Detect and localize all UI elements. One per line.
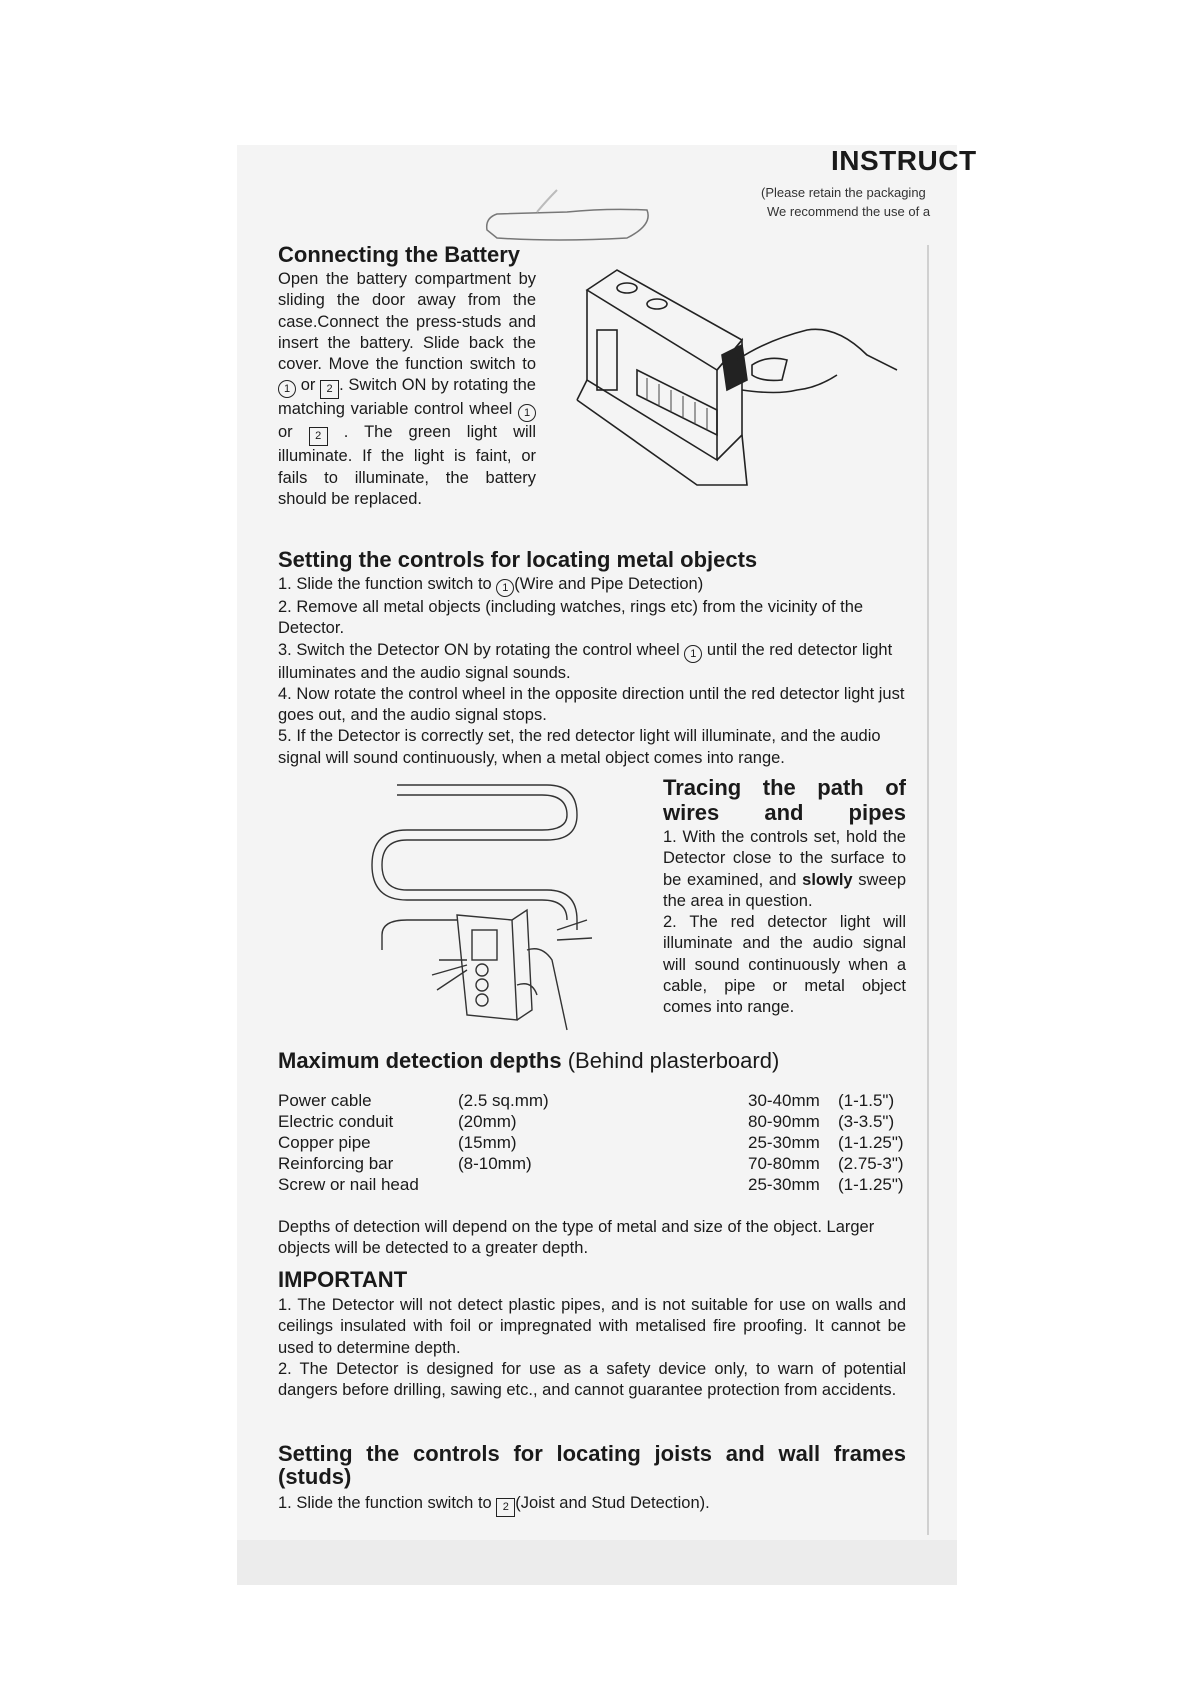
tracing-para-1-text: 1. With the controls set, hold the Detector close to the surface to be examined, and [663, 828, 906, 889]
depths-note: Depths of detection will depend on the type of metal and size of the object. Larger objects will be detected to a greater depth. [278, 1218, 875, 1258]
page-fold-line [927, 245, 929, 1535]
depth-size: (2.5 sq.mm) [458, 1091, 549, 1110]
joists-step-1 [278, 1493, 906, 1517]
important-para-2: 2. The Detector is designed for use as a safety device only, to warn of potential dangers before drilling, sawing etc., and cannot guarantee protection from accidents. [278, 1359, 906, 1400]
tracing-para-1 [663, 827, 906, 912]
battery-text-c: . The green light will illuminate. If the light is faint, or fails to illuminate, the battery should be replaced. [278, 423, 537, 509]
metal-heading: Setting the controls for locating metal objects [278, 547, 758, 572]
metal-step-5: 5. If the Detector is correctly set, the red detector light will illuminate, and the audio signal will sound continuously, when a metal object comes into range. [278, 727, 881, 767]
metal-step-3-text: 3. Switch the Detector ON by rotating the control wheel [278, 640, 680, 659]
metal-step-1-detail: (Wire and Pipe Detection) [514, 575, 704, 593]
metal-step-2: 2. Remove all metal objects (including watches, rings etc) from the vicinity of the Detector. [278, 598, 864, 638]
depth-inch: (2.75-3") [838, 1154, 904, 1173]
header-note [761, 183, 961, 221]
depth-mm: 70-80mm [748, 1154, 820, 1173]
metal-step-3 [278, 640, 906, 684]
battery-heading: Connecting the Battery [278, 242, 521, 267]
depth-inch: (3-3.5") [838, 1112, 895, 1131]
depth-material: Copper pipe [278, 1133, 371, 1152]
important-text [278, 1295, 906, 1401]
joists-heading: Setting the controls for locating joists and wall frames (studs) [278, 1441, 906, 1489]
depth-mm: 80-90mm [748, 1112, 820, 1131]
depths-heading [278, 1048, 779, 1074]
depth-size: (20mm) [458, 1112, 517, 1131]
tracing-para-1-end: sweep the area in question. [663, 870, 906, 910]
header-note-line-2: We recommend the use of a [767, 204, 931, 219]
metal-step-4: 4. Now rotate the control wheel in the opposite direction until the red detector light just goes out, and the audio signal stops. [278, 684, 905, 725]
battery-tab-sketch [477, 180, 657, 240]
depths-table [278, 1090, 908, 1195]
header-note-line-1: (Please retain the packaging [761, 185, 926, 200]
position-1-symbol: 1 [496, 579, 514, 597]
tracing-emphasis: slowly [802, 870, 853, 889]
battery-illustration [567, 260, 907, 500]
depth-row [278, 1111, 908, 1132]
position-1-symbol: 1 [278, 380, 296, 398]
depth-mm: 25-30mm [748, 1175, 820, 1194]
battery-or-1: or [300, 376, 316, 395]
depth-material: Electric conduit [278, 1112, 394, 1131]
depth-material: Screw or nail head [278, 1175, 419, 1194]
depth-inch: (1-1.5") [838, 1091, 895, 1110]
depth-size [458, 1174, 748, 1195]
position-2-symbol: 2 [320, 380, 339, 399]
battery-instructions [278, 269, 536, 510]
position-1-symbol: 1 [518, 404, 536, 422]
depth-row [278, 1174, 908, 1195]
tracing-heading: Tracing the path of wires and pipes [663, 775, 906, 825]
tracing-instructions [663, 827, 906, 1019]
depth-row [278, 1153, 908, 1174]
position-2-symbol: 2 [496, 1498, 515, 1517]
joists-step-1-text: 1. Slide the function switch to [278, 1494, 492, 1512]
depth-size: (15mm) [458, 1133, 517, 1152]
depths-heading-note: (Behind plasterboard) [567, 1048, 780, 1073]
joists-step-1-detail: (Joist and Stud Detection). [515, 1494, 710, 1512]
sheet-bottom-shade [237, 1540, 957, 1585]
depth-inch: (1-1.25") [838, 1133, 904, 1152]
depth-inch: (1-1.25") [838, 1175, 904, 1194]
page-title: INSTRUCT [831, 145, 977, 176]
important-heading: IMPORTANT [278, 1267, 408, 1292]
tracing-illustration [367, 770, 607, 1035]
depth-size: (8-10mm) [458, 1154, 532, 1173]
metal-step-1 [278, 574, 906, 597]
battery-text-b: . Switch ON by rotating the matching variable control wheel [278, 376, 536, 419]
metal-step-3-detail: until the red detector light illuminates and the audio signal sounds. [278, 640, 893, 682]
metal-instructions [278, 574, 906, 769]
instruction-sheet [237, 145, 977, 1585]
important-para-1: 1. The Detector will not detect plastic pipes, and is not suitable for use on walls and ceilings insulated with foil or impregnated with metalised fire proofing. It cannot be used to determine depth. [278, 1296, 906, 1357]
depth-material: Power cable [278, 1091, 372, 1110]
position-2-symbol: 2 [309, 427, 328, 446]
tracing-para-2: 2. The red detector light will illuminate and the audio signal will sound continuously when a cable, pipe or metal object comes into range. [663, 913, 906, 1017]
depth-material: Reinforcing bar [278, 1154, 394, 1173]
metal-step-1-text: 1. Slide the function switch to [278, 575, 492, 593]
position-1-symbol: 1 [684, 645, 702, 663]
battery-text-a: Open the battery compartment by sliding the door away from the case.Connect the press-studs and insert the battery. Slide back the cover. Move the function switch to [278, 270, 536, 374]
depth-row [278, 1090, 908, 1111]
depth-mm: 30-40mm [748, 1091, 820, 1110]
battery-or-2: or [278, 423, 293, 442]
depth-row [278, 1132, 908, 1153]
depths-heading-text: Maximum detection depths [278, 1048, 562, 1073]
depth-mm: 25-30mm [748, 1133, 820, 1152]
